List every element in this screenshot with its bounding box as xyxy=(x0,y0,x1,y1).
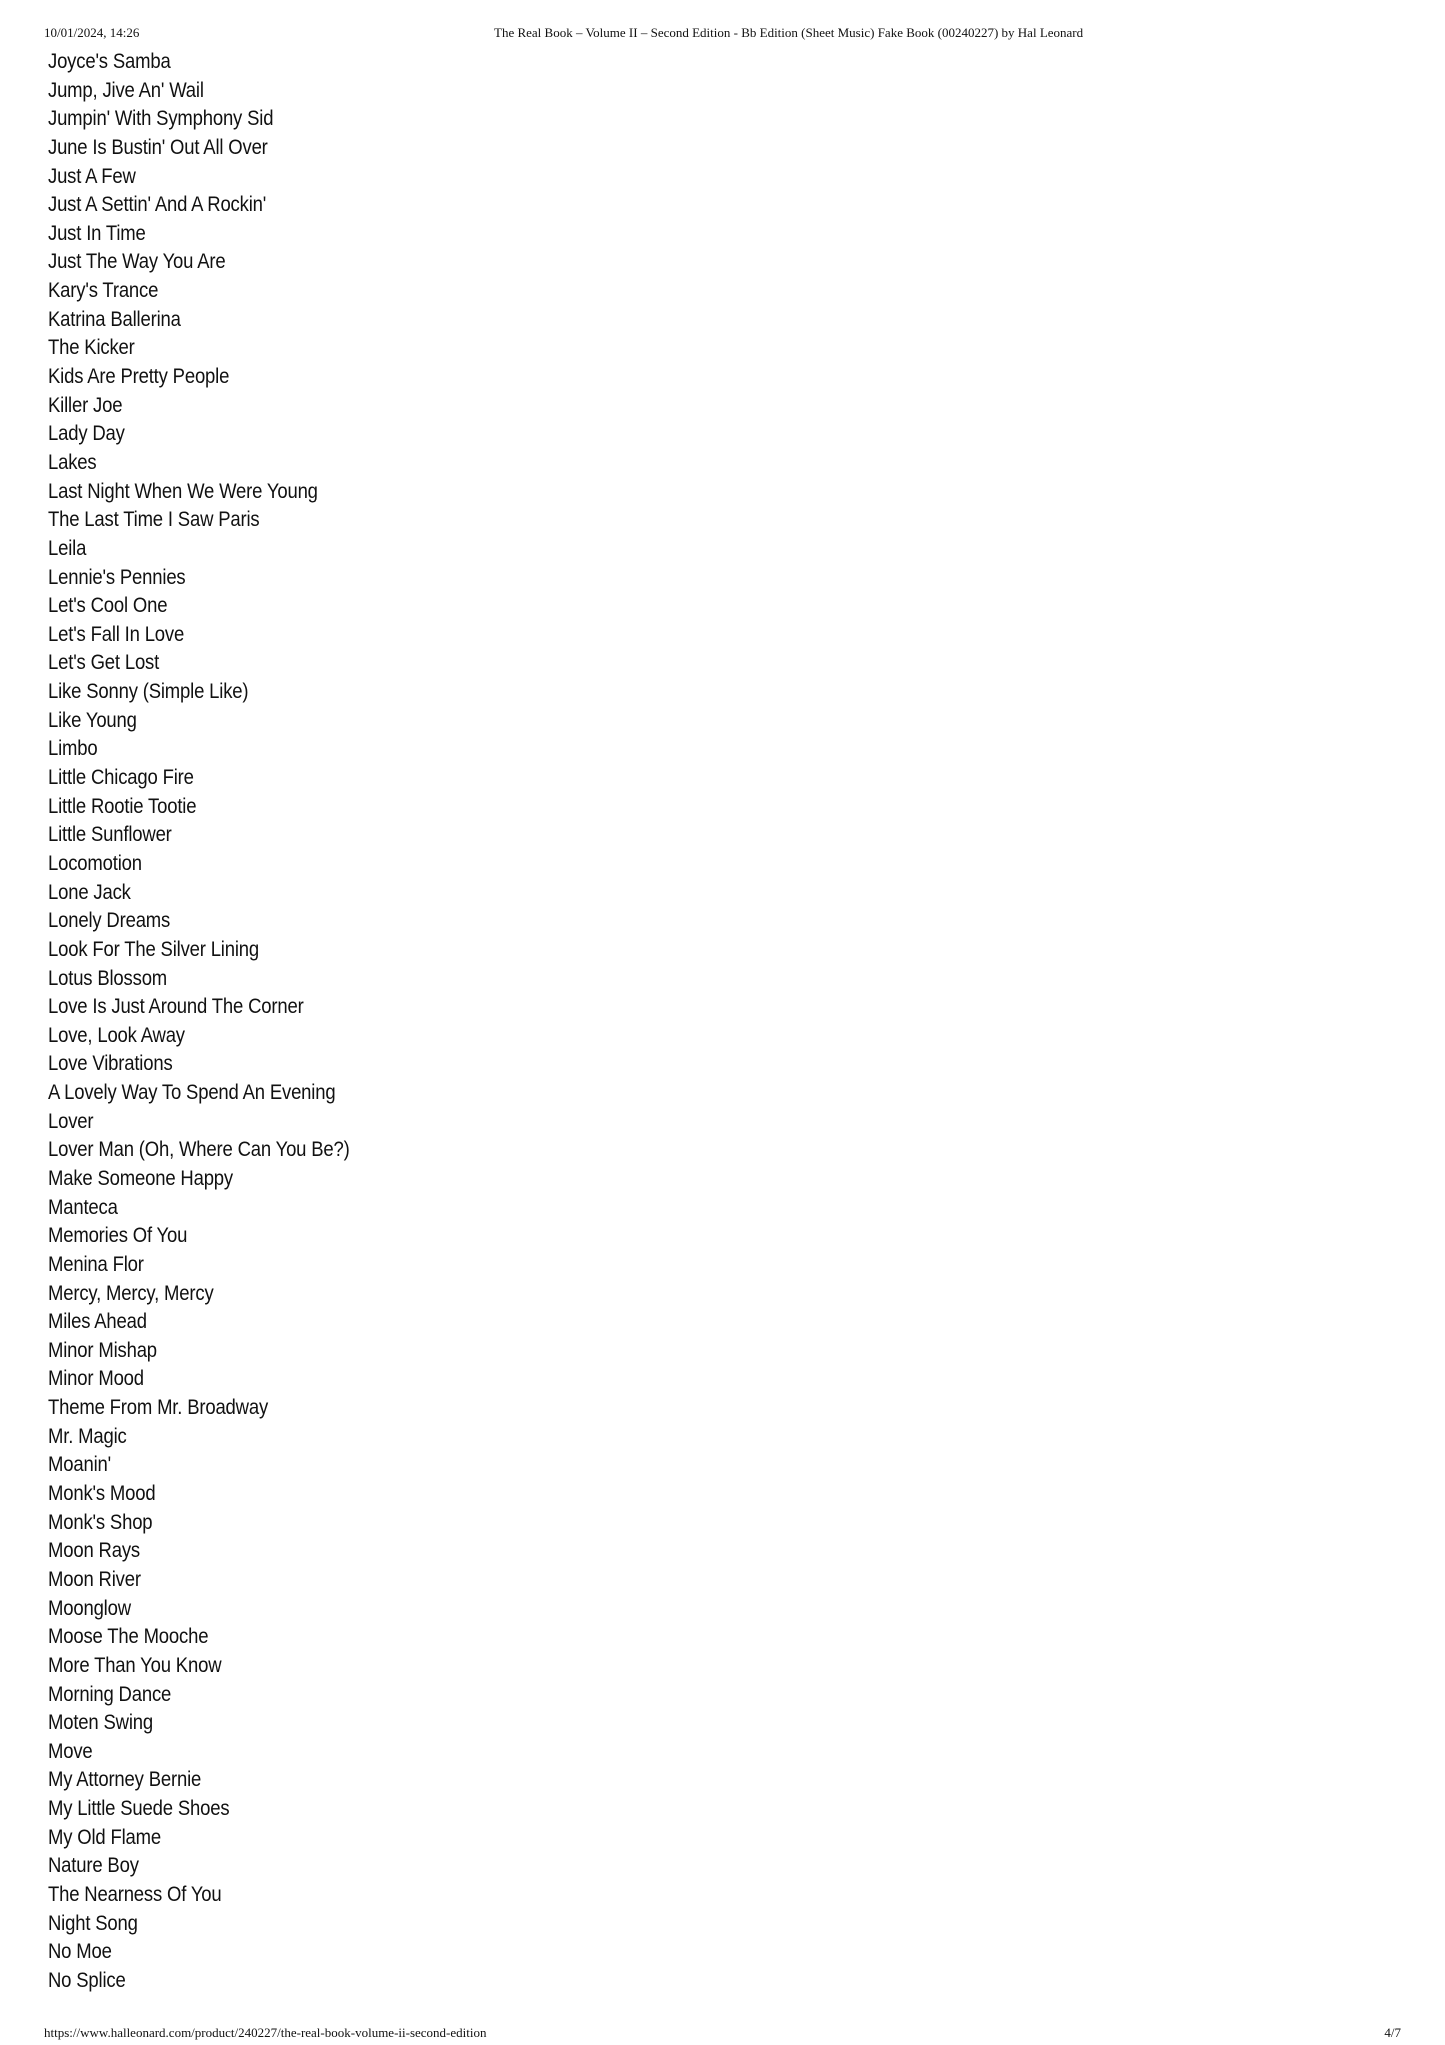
song-list-item: Let's Cool One xyxy=(48,593,168,618)
song-list-item: Morning Dance xyxy=(48,1681,172,1706)
song-list-item: Moonglow xyxy=(48,1595,131,1620)
song-list-item: Lover xyxy=(48,1108,94,1133)
song-list-item: Kids Are Pretty People xyxy=(48,364,230,389)
song-list-item: Minor Mood xyxy=(48,1366,144,1391)
song-list-item: The Last Time I Saw Paris xyxy=(48,507,260,532)
song-list-item: Katrina Ballerina xyxy=(48,306,181,331)
song-list-item: Just A Settin' And A Rockin' xyxy=(48,192,267,217)
song-list-item: Lover Man (Oh, Where Can You Be?) xyxy=(48,1137,350,1162)
song-list-item: Lotus Blossom xyxy=(48,965,168,990)
song-list-item: Lone Jack xyxy=(48,879,131,904)
song-list-item: Monk's Mood xyxy=(48,1481,156,1506)
print-date: 10/01/2024, 14:26 xyxy=(44,25,140,40)
song-list-item: Jump, Jive An' Wail xyxy=(48,77,204,102)
song-list-item: Miles Ahead xyxy=(48,1309,147,1334)
song-list-item: Memories Of You xyxy=(48,1223,188,1248)
song-list-item: Lady Day xyxy=(48,421,125,446)
song-list-item: Lakes xyxy=(48,449,97,474)
song-list-item: June Is Bustin' Out All Over xyxy=(48,134,268,159)
song-list-item: My Old Flame xyxy=(48,1824,162,1849)
song-list-item: Love Vibrations xyxy=(48,1051,173,1076)
song-list-item: Joyce's Samba xyxy=(48,49,171,73)
song-list-item: Last Night When We Were Young xyxy=(48,478,318,503)
song-list-item: Just The Way You Are xyxy=(48,249,226,274)
song-list-item: More Than You Know xyxy=(48,1652,222,1677)
song-list xyxy=(48,47,350,1995)
song-list-item: Jumpin' With Symphony Sid xyxy=(48,106,274,131)
song-list-item: Little Chicago Fire xyxy=(48,765,194,790)
song-list-item: Theme From Mr. Broadway xyxy=(48,1395,269,1420)
song-list-item: A Lovely Way To Spend An Evening xyxy=(48,1080,336,1105)
song-list-item: Moon Rays xyxy=(48,1538,140,1563)
song-list-item: Mr. Magic xyxy=(48,1423,127,1448)
print-footer xyxy=(44,2025,1401,2045)
song-list-item: No Splice xyxy=(48,1967,126,1992)
song-list-item: Killer Joe xyxy=(48,392,123,417)
song-list-item: My Attorney Bernie xyxy=(48,1767,202,1792)
song-list-item: Minor Mishap xyxy=(48,1337,157,1362)
song-list-item: The Kicker xyxy=(48,335,135,360)
song-list-item: Leila xyxy=(48,535,87,560)
song-list-item: Menina Flor xyxy=(48,1251,144,1276)
song-list-item: Like Sonny (Simple Like) xyxy=(48,679,249,704)
song-list-item: Kary's Trance xyxy=(48,278,159,303)
song-list-item: Moon River xyxy=(48,1566,141,1591)
song-list-item: Limbo xyxy=(48,736,98,761)
song-list-item: No Moe xyxy=(48,1939,112,1964)
song-list-item: Lonely Dreams xyxy=(48,908,171,933)
song-list-item: Just In Time xyxy=(48,220,146,245)
page-number: 4/7 xyxy=(1384,2025,1401,2040)
song-list-item: Like Young xyxy=(48,707,137,732)
song-list-item: Make Someone Happy xyxy=(48,1165,233,1190)
song-list-item: Little Rootie Tootie xyxy=(48,793,197,818)
song-list-item: Just A Few xyxy=(48,163,136,188)
song-list-item: Love Is Just Around The Corner xyxy=(48,994,304,1019)
song-list-item: Manteca xyxy=(48,1194,118,1219)
song-list-item: Let's Fall In Love xyxy=(48,621,185,646)
song-list-item: Nature Boy xyxy=(48,1853,139,1878)
song-list-item: Mercy, Mercy, Mercy xyxy=(48,1280,214,1305)
song-list-item: Love, Look Away xyxy=(48,1022,185,1047)
song-list-item: Little Sunflower xyxy=(48,822,172,847)
print-header xyxy=(44,25,1401,45)
song-list-item: Night Song xyxy=(48,1910,138,1935)
song-list-item: Moanin' xyxy=(48,1452,111,1477)
song-list-item: My Little Suede Shoes xyxy=(48,1796,230,1821)
song-list-item: Monk's Shop xyxy=(48,1509,153,1534)
song-list-item: Locomotion xyxy=(48,850,142,875)
song-list-item: Lennie's Pennies xyxy=(48,564,186,589)
song-list-item: Let's Get Lost xyxy=(48,650,160,675)
song-list-item: Moose The Mooche xyxy=(48,1624,209,1649)
print-page-title: The Real Book – Volume II – Second Edition - Bb Edition (Sheet Music) Fake Book (00240227) by Hal Leonard xyxy=(494,25,1084,40)
song-list-item: Move xyxy=(48,1738,93,1763)
song-list-item: Moten Swing xyxy=(48,1710,154,1735)
print-url: https://www.halleonard.com/product/240227/the-real-book-volume-ii-second-edition xyxy=(44,2025,487,2040)
song-list-item: The Nearness Of You xyxy=(48,1882,222,1906)
song-list-item: Look For The Silver Lining xyxy=(48,936,260,961)
